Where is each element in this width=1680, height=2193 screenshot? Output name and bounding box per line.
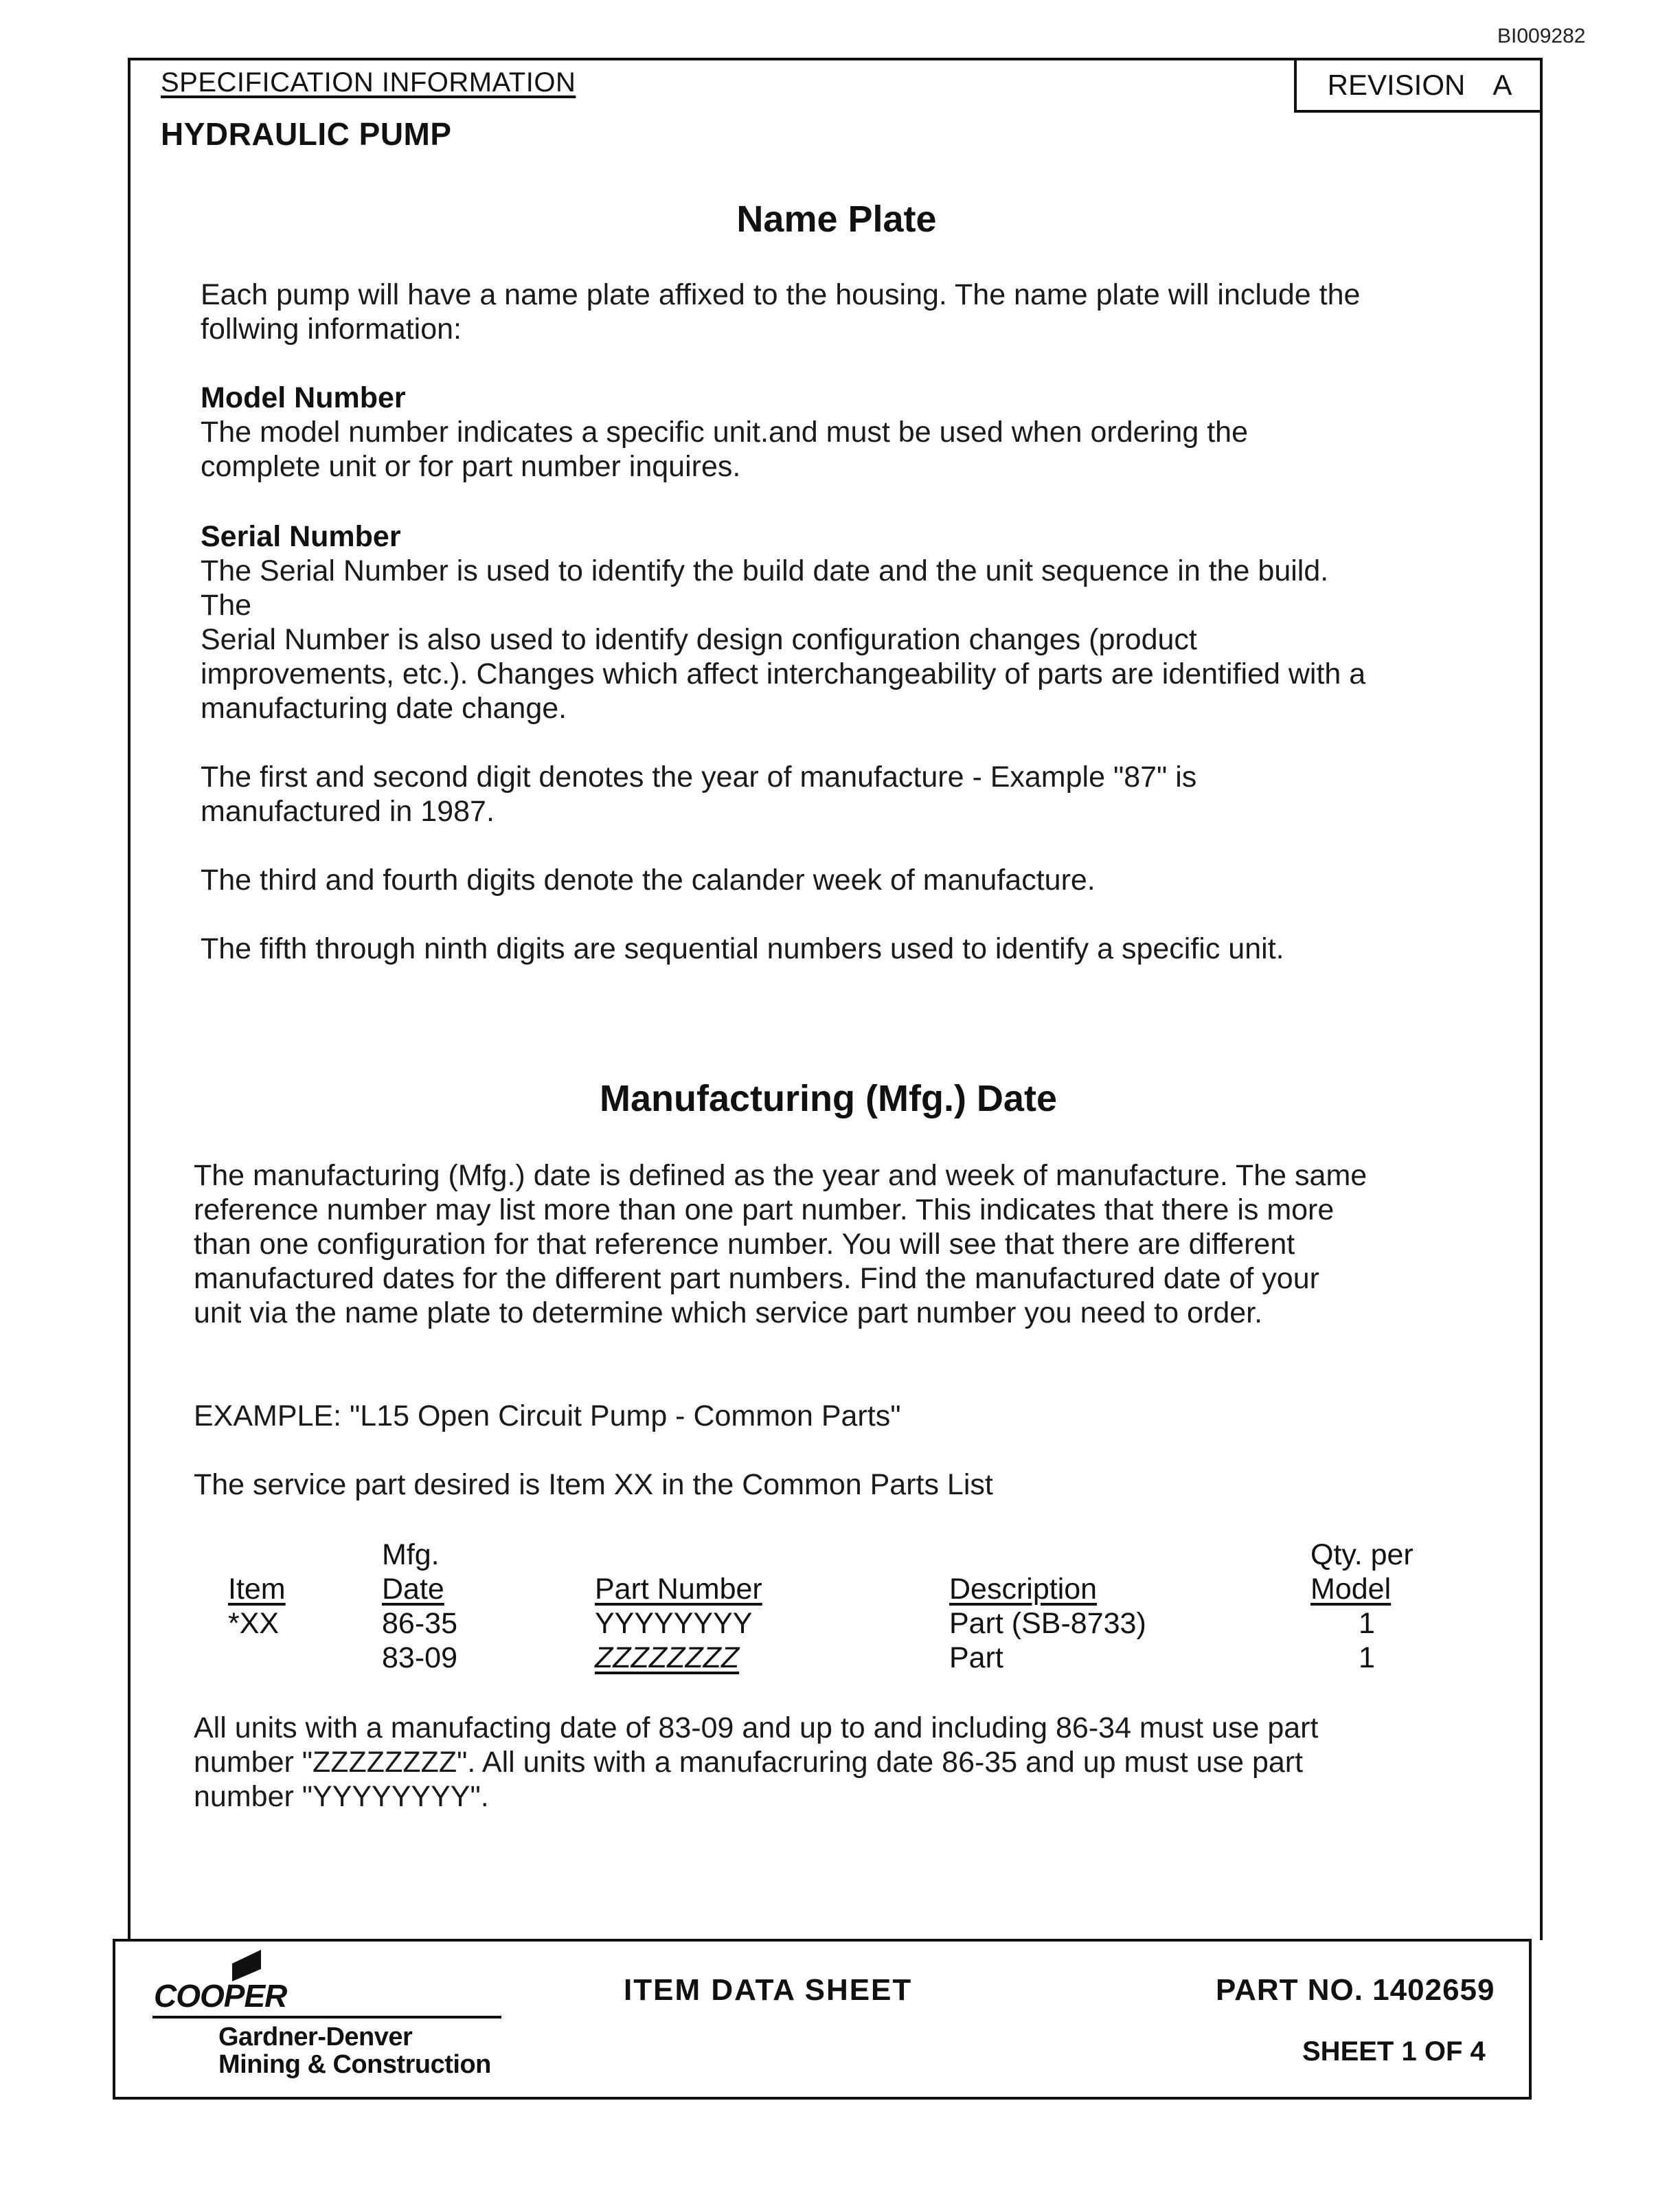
document-title: HYDRAULIC PUMP	[161, 116, 452, 152]
revision-box	[1294, 60, 1543, 113]
header-date: Date	[382, 1573, 444, 1606]
serial-line-1: The Serial Number is used to identify the build date and the unit sequence in the build.	[201, 554, 1329, 587]
mfg-para-line-1: The manufacturing (Mfg.) date is defined as the year and week of manufacture. The same	[194, 1159, 1367, 1192]
serial-number-heading: Serial Number	[201, 520, 401, 553]
row-qty: 1	[1359, 1607, 1375, 1640]
row-date: 83-09	[382, 1641, 457, 1674]
row-qty: 1	[1359, 1641, 1375, 1674]
row-part-number: ZZZZZZZZ	[595, 1641, 740, 1674]
sheet-type: ITEM DATA SHEET	[624, 1973, 913, 2007]
company-logo-word: COOPER	[154, 1978, 287, 2014]
row-item: *XX	[228, 1607, 280, 1640]
serial-line-2: The	[201, 589, 252, 622]
digits-week-line: The third and fourth digits denote the calander week of manufacture.	[201, 864, 1096, 897]
model-number-heading: Model Number	[201, 381, 406, 414]
service-part-line: The service part desired is Item XX in the Common Parts List	[194, 1468, 993, 1501]
digits-sequence-line: The fifth through ninth digits are sequential numbers used to identify a specific unit.	[201, 932, 1284, 965]
intro-line-1: Each pump will have a name plate affixed to the housing. The name plate will include the	[201, 278, 1361, 311]
digits-year-line-1: The first and second digit denotes the year of manufacture - Example "87" is	[201, 761, 1197, 794]
model-line-2: complete unit or for part number inquires.	[201, 450, 741, 483]
mfg-para-line-4: manufactured dates for the different part numbers. Find the manufactured date of your	[194, 1262, 1319, 1295]
document-id: BI009282	[1497, 25, 1586, 47]
header-part-number: Part Number	[595, 1573, 762, 1606]
mfg-date-heading: Manufacturing (Mfg.) Date	[600, 1078, 1057, 1119]
company-name-line-1: Gardner-Denver	[218, 2023, 413, 2051]
example-line: EXAMPLE: "L15 Open Circuit Pump - Common Parts"	[194, 1399, 901, 1432]
header-qty-per: Qty. per	[1310, 1538, 1414, 1571]
header-item: Item	[228, 1573, 286, 1606]
name-plate-heading: Name Plate	[736, 199, 937, 240]
sheet-number: SHEET 1 OF 4	[1302, 2036, 1486, 2067]
closing-line-1: All units with a manufacting date of 83-09 and up to and including 86-34 must use part	[194, 1711, 1319, 1744]
digits-year-line-2: manufactured in 1987.	[201, 795, 495, 828]
header-model: Model	[1310, 1573, 1392, 1606]
header-description: Description	[949, 1573, 1098, 1606]
logo-divider	[152, 2016, 501, 2018]
serial-line-3: Serial Number is also used to identify design configuration changes (product	[201, 623, 1197, 656]
company-name-line-2: Mining & Construction	[218, 2050, 491, 2079]
serial-line-4: improvements, etc.). Changes which affect interchangeability of parts are identified with a	[201, 657, 1366, 690]
row-description: Part	[949, 1641, 1003, 1674]
revision-label: REVISION	[1327, 69, 1466, 101]
row-description: Part (SB-8733)	[949, 1607, 1146, 1640]
closing-line-2: number "ZZZZZZZZ". All units with a manufacruring date 86-35 and up must use part	[194, 1746, 1304, 1779]
model-line-1: The model number indicates a specific unit.and must be used when ordering the	[201, 416, 1248, 449]
revision-value: A	[1492, 69, 1512, 101]
row-date: 86-35	[382, 1607, 457, 1640]
mfg-para-line-3: than one configuration for that reference number. You will see that there are different	[194, 1228, 1295, 1261]
spec-info-label: SPECIFICATION INFORMATION	[161, 67, 576, 98]
row-part-number: YYYYYYYY	[595, 1607, 753, 1640]
intro-line-2: follwing information:	[201, 313, 462, 346]
header-mfg: Mfg.	[382, 1538, 440, 1571]
mfg-para-line-2: reference number may list more than one part number. This indicates that there is more	[194, 1193, 1335, 1226]
part-number: PART NO. 1402659	[1216, 1973, 1495, 2007]
serial-line-5: manufacturing date change.	[201, 692, 567, 725]
mfg-para-line-5: unit via the name plate to determine which service part number you need to order.	[194, 1296, 1263, 1329]
closing-line-3: number "YYYYYYYY".	[194, 1780, 489, 1813]
